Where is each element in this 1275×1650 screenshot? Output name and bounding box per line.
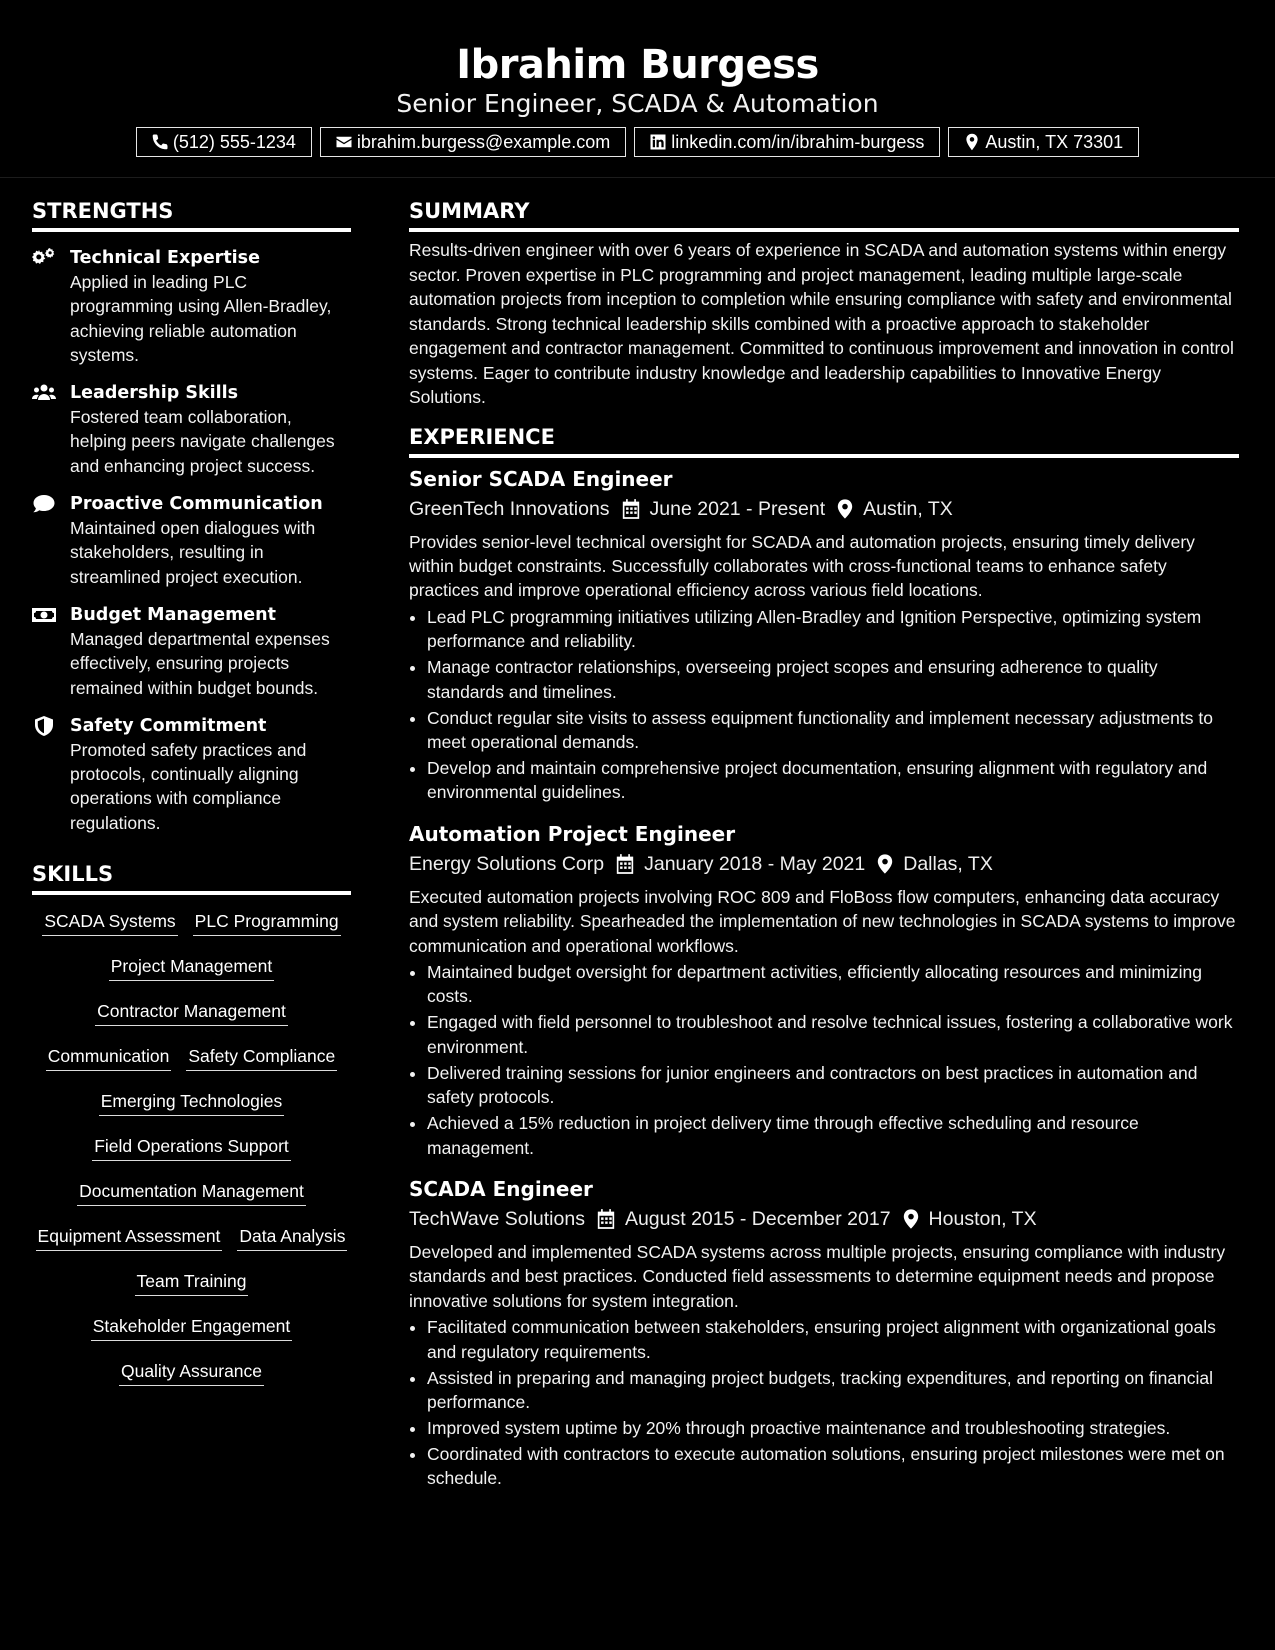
job-bullets <box>409 1315 1239 1491</box>
strength-item <box>32 603 351 700</box>
email-text: ibrahim.burgess@example.com <box>356 131 611 152</box>
strength-item <box>32 246 351 367</box>
phone-icon <box>151 133 169 151</box>
money-bill-icon <box>32 605 56 625</box>
location-text: Austin, TX 73301 <box>985 131 1124 152</box>
job-location: Austin, TX <box>863 497 953 520</box>
skill-tag: SCADA Systems <box>42 909 177 936</box>
skill-tag: Team Training <box>135 1269 249 1296</box>
summary-heading: SUMMARY <box>409 196 1239 232</box>
job-bullet: • Engaged with field personnel to troubleshoot and resolve technical issues, fostering a collaborative work environment. <box>427 1010 1239 1059</box>
resume-header <box>0 0 1275 178</box>
skill-tag: Data Analysis <box>237 1224 347 1251</box>
job-bullet: • Coordinated with contractors to execute automation solutions, ensuring project milestones were met on schedule. <box>427 1442 1239 1491</box>
strength-desc: Managed departmental expenses effectively, ensuring projects remained within budget bounds. <box>70 628 330 698</box>
job-bullet: • Delivered training sessions for junior engineers and contractors on best practices in automation and safety protocols. <box>427 1061 1239 1110</box>
skills-heading: SKILLS <box>32 859 351 895</box>
skill-tag: Stakeholder Engagement <box>91 1314 293 1341</box>
job-dates: January 2018 - May 2021 <box>644 852 866 875</box>
skill-tag: PLC Programming <box>193 909 341 936</box>
users-icon <box>32 383 56 403</box>
left-column <box>32 196 351 1491</box>
skill-tag: Communication <box>46 1044 172 1071</box>
job-location: Houston, TX <box>928 1208 1037 1230</box>
strength-item <box>32 492 351 589</box>
job-desc: Executed automation projects involving ROC 809 and FloBoss flow computers, enhancing data accuracy and system reliability. Spearheaded the implementation of new technologies in SCADA systems to improve communication and operational workflows. <box>409 886 1236 956</box>
candidate-name: Ibrahim Burgess <box>456 42 819 88</box>
skill-tag: Project Management <box>109 954 274 981</box>
job-dates: June 2021 - Present <box>649 497 826 520</box>
right-column <box>409 196 1239 1491</box>
skill-tag: Safety Compliance <box>186 1044 337 1071</box>
job-entry <box>409 464 1239 805</box>
strength-title: Proactive Communication <box>70 494 323 515</box>
job-title: SCADA Engineer <box>409 1177 593 1201</box>
summary-text: Results-driven engineer with over 6 years of experience in SCADA and automation systems within energy sector. Proven expertise in PLC programming and project management, leading multiple large-scale automation projects from inception to completion while ensuring compliance with safety and environmental standards. Strong technical leadership skills combined with a proactive approach to stakeholder engagement and contractor management. Committed to continuous improvement and innovation in control systems. Eager to contribute industry knowledge and leadership capabilities to Innovative Energy Solutions. <box>409 240 1234 407</box>
contact-location[interactable] <box>948 127 1139 157</box>
job-meta <box>409 494 1239 524</box>
strengths-heading: STRENGTHS <box>32 196 351 232</box>
skill-tag: Equipment Assessment <box>36 1224 223 1251</box>
job-bullet: • Assisted in preparing and managing project budgets, tracking expenditures, and reporting on financial performance. <box>427 1366 1239 1415</box>
strength-title: Leadership Skills <box>70 383 239 404</box>
map-marker-icon <box>877 854 893 874</box>
skill-tag: Documentation Management <box>77 1179 306 1206</box>
job-bullet: • Maintained budget oversight for department activities, efficiently allocating resources and minimizing costs. <box>427 960 1239 1009</box>
strength-title: Technical Expertise <box>70 248 260 268</box>
calendar-icon <box>622 499 640 519</box>
job-company: TechWave Solutions <box>409 1208 585 1230</box>
job-bullet: • Lead PLC programming initiatives utilizing Allen-Bradley and Ignition Perspective, optimizing system performance and reliability. <box>427 605 1239 654</box>
experience-heading: EXPERIENCE <box>409 422 1239 458</box>
phone-text: (512) 555-1234 <box>172 131 296 152</box>
job-bullets <box>409 960 1239 1160</box>
map-marker-icon <box>837 499 853 519</box>
strength-desc: Applied in leading PLC programming using Allen-Bradley, achieving reliable automation systems. <box>70 272 332 365</box>
contact-email[interactable] <box>320 127 626 157</box>
skill-tag: Field Operations Support <box>92 1134 291 1161</box>
map-marker-icon <box>963 133 981 151</box>
strength-desc: Maintained open dialogues with stakeholders, resulting in streamlined project execution. <box>70 518 316 587</box>
strength-item <box>32 714 351 835</box>
job-meta <box>409 1204 1239 1234</box>
envelope-icon <box>335 133 353 151</box>
strength-desc: Promoted safety practices and protocols, continually aligning operations with compliance regulations. <box>70 739 307 833</box>
linkedin-icon <box>649 133 667 151</box>
strength-title: Budget Management <box>70 604 276 625</box>
gears-icon <box>32 248 56 268</box>
candidate-title: Senior Engineer, SCADA & Automation <box>396 89 879 118</box>
contact-linkedin[interactable] <box>634 127 940 157</box>
skill-tag: Contractor Management <box>95 999 288 1026</box>
skills-list <box>32 909 351 1386</box>
job-location: Dallas, TX <box>903 852 993 875</box>
job-bullet: • Facilitated communication between stakeholders, ensuring project alignment with organizational goals and regulatory requirements. <box>427 1315 1239 1364</box>
job-company: Energy Solutions Corp <box>409 852 605 875</box>
strength-desc: Fostered team collaboration, helping peers navigate challenges and enhancing project success. <box>70 407 335 476</box>
skill-tag: Quality Assurance <box>119 1359 264 1386</box>
job-bullet: • Develop and maintain comprehensive project documentation, ensuring alignment with regulatory and environmental guidelines. <box>427 756 1239 805</box>
skill-tag: Emerging Technologies <box>99 1089 285 1116</box>
job-entry <box>409 1174 1239 1491</box>
comment-icon <box>32 494 56 514</box>
job-bullet: • Manage contractor relationships, overseeing project scopes and ensuring adherence to quality standards and timelines. <box>427 655 1239 704</box>
map-marker-icon <box>903 1209 919 1229</box>
contact-phone[interactable] <box>136 127 312 157</box>
shield-icon <box>32 716 56 736</box>
calendar-icon <box>616 854 634 874</box>
job-desc: Provides senior-level technical oversight for SCADA and automation projects, ensuring timely delivery within budget constraints. Successfully collaborates with cross-functional teams to enhance safety practices and improve operational efficiency across various field locations. <box>409 531 1195 601</box>
job-meta <box>409 849 1239 879</box>
job-bullet: • Conduct regular site visits to assess equipment functionality and implement necessary adjustments to meet operational demands. <box>427 706 1239 755</box>
job-title: Senior SCADA Engineer <box>409 466 673 491</box>
job-entry <box>409 819 1239 1160</box>
linkedin-text: linkedin.com/in/ibrahim-burgess <box>671 131 925 152</box>
calendar-icon <box>597 1209 615 1229</box>
contact-bar <box>0 127 1275 157</box>
job-bullets <box>409 605 1239 805</box>
resume-body <box>0 178 1275 1491</box>
strength-title: Safety Commitment <box>70 715 267 736</box>
job-title: Automation Project Engineer <box>409 821 736 846</box>
job-dates: August 2015 - December 2017 <box>624 1208 891 1230</box>
strength-item <box>32 381 351 478</box>
job-bullet: • Improved system uptime by 20% through proactive maintenance and troubleshooting strategies. <box>427 1416 1239 1440</box>
job-desc: Developed and implemented SCADA systems across multiple projects, ensuring compliance with industry standards and best practices. Conducted field assessments to determine equipment needs and propose innovative solutions for system integration. <box>409 1242 1226 1311</box>
job-company: GreenTech Innovations <box>409 497 610 520</box>
job-bullet: • Achieved a 15% reduction in project delivery time through effective scheduling and resource management. <box>427 1111 1239 1160</box>
